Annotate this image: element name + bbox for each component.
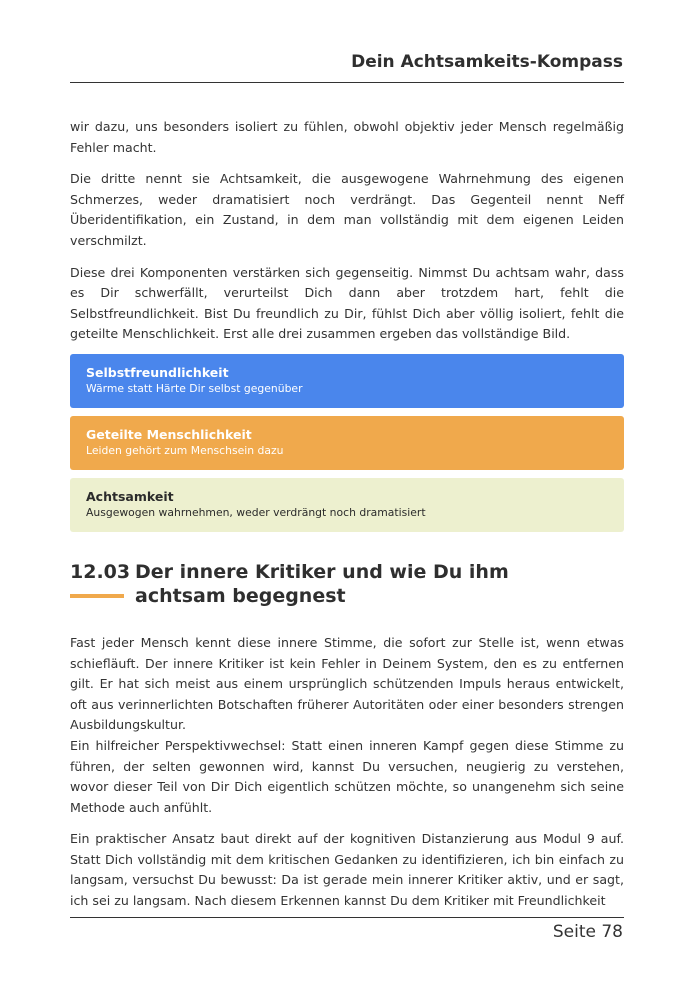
component-box-selbstfreundlichkeit xyxy=(70,354,624,408)
box-subtitle: Ausgewogen wahrnehmen, weder verdrängt noch dramatisiert xyxy=(86,505,426,519)
component-box-geteilte-menschlichkeit xyxy=(70,416,624,470)
page-content xyxy=(70,117,624,923)
paragraph: Die dritte nennt sie Achtsamkeit, die ausgewogene Wahrnehmung des eigenen Schmerzes, weder dramatisiert noch verdrängt. Das Gegenteil nennt Neff Überidentifikation, ein Zustand, in dem man vollständig mit dem eigenen Leiden verschmilzt. xyxy=(70,171,624,248)
box-subtitle: Wärme statt Härte Dir selbst gegenüber xyxy=(86,381,303,395)
component-box-achtsamkeit xyxy=(70,478,624,532)
paragraph: Fast jeder Mensch kennt diese innere Stimme, die sofort zur Stelle ist, wenn etwas schiefläuft. Der innere Kritiker ist kein Fehler in Deinem System, den es zu entfernen gilt. Er hat sich meist aus einem ursprünglich schützenden Impuls heraus entwickelt, oft aus verinnerlichten Botschaften früherer Autoritäten oder einer besonders strengen Ausbildungskultur. xyxy=(70,634,624,733)
page-number: Seite 78 xyxy=(552,922,623,942)
section-heading xyxy=(70,560,624,620)
box-subtitle: Leiden gehört zum Menschsein dazu xyxy=(86,443,284,457)
section-title: Der innere Kritiker und wie Du ihm achtsam begegnest xyxy=(135,560,509,607)
running-header-title: Dein Achtsamkeits-Kompass xyxy=(351,52,623,72)
box-title: Achtsamkeit xyxy=(86,488,174,504)
box-title: Selbstfreundlichkeit xyxy=(86,364,229,380)
paragraph: Ein praktischer Ansatz baut direkt auf der kognitiven Distanzierung aus Modul 9 auf. Statt Dich vollständig mit dem kritischen Gedanken zu identifizieren, ich bin einfach zu langsam, versuchst Du bewusst: Da ist gerade mein innerer Kritiker aktiv, und er sagt, ich sei zu langsam. Nach diesem Erkennen kannst Du dem Kritiker mit Freundlichkeit xyxy=(70,831,624,909)
paragraph: Ein hilfreicher Perspektivwechsel: Statt einen inneren Kampf gegen diese Stimme zu führen, der selten gewonnen wird, kannst Du versuchen, neugierig zu verstehen, wovor dieser Teil von Dir Dich eigentlich schützen möchte, so unangenehm sich seine Methode auch anfühlt. xyxy=(70,737,624,815)
section-number: 12.03 xyxy=(70,560,131,583)
section-accent-bar xyxy=(70,594,124,598)
box-title: Geteilte Menschlichkeit xyxy=(86,426,252,442)
header-rule xyxy=(70,82,624,83)
paragraph: wir dazu, uns besonders isoliert zu fühlen, obwohl objektiv jeder Mensch regelmäßig Fehler macht. xyxy=(70,119,624,155)
footer-rule xyxy=(70,917,624,918)
paragraph: Diese drei Komponenten verstärken sich gegenseitig. Nimmst Du achtsam wahr, dass es Dir schwerfällt, verurteilst Dich dann aber trotzdem hart, fehlt die Selbstfreundlichkeit. Bist Du freundlich zu Dir, fühlst Dich aber völlig isoliert, fehlt die geteilte Menschlichkeit. Erst alle drei zusammen ergeben das vollständige Bild. xyxy=(70,264,624,342)
